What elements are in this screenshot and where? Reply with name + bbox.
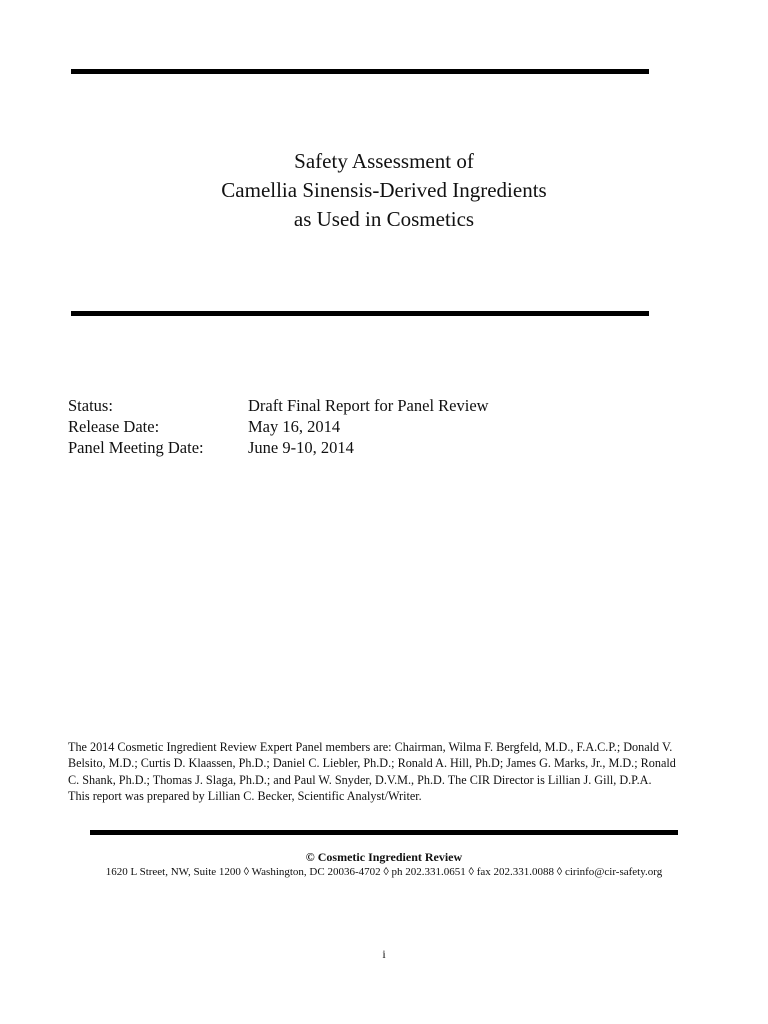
panel-note-line-4: This report was prepared by Lillian C. Becker, Scientific Analyst/Writer. bbox=[68, 788, 422, 803]
release-date-label: Release Date: bbox=[68, 417, 160, 436]
panel-meeting-date-label: Panel Meeting Date: bbox=[68, 438, 204, 457]
panel-meeting-date-row bbox=[68, 437, 489, 458]
release-date-value: May 16, 2014 bbox=[248, 417, 341, 436]
panel-note-line-1: The 2014 Cosmetic Ingredient Review Expert Panel members are: Chairman, Wilma F. Bergfeld, M.D., F.A.C.P.; Donald V. bbox=[68, 740, 673, 754]
footer-divider bbox=[90, 830, 678, 835]
panel-note-line-2: Belsito, M.D.; Curtis D. Klaassen, Ph.D.; Daniel C. Liebler, Ph.D.; Ronald A. Hill, Ph.D; James G. Marks, Jr., M.D.; Ronald bbox=[68, 756, 676, 771]
title-bottom-divider bbox=[71, 311, 649, 316]
status-row bbox=[68, 395, 489, 416]
footer bbox=[0, 849, 768, 880]
document-title bbox=[0, 147, 768, 234]
footer-address: 1620 L Street, NW, Suite 1200 ◊ Washington, DC 20036-4702 ◊ ph 202.331.0651 ◊ fax 202.331.0088 ◊ cirinfo@cir-safety.org bbox=[105, 866, 663, 878]
panel-note-line-3: C. Shank, Ph.D.; Thomas J. Slaga, Ph.D.; and Paul W. Snyder, D.V.M., Ph.D. The CIR Director is Lillian J. Gill, D.P.A. bbox=[68, 772, 652, 787]
title-line-1: Safety Assessment of bbox=[294, 149, 474, 173]
page-number: i bbox=[382, 947, 386, 961]
expert-panel-note bbox=[68, 739, 708, 804]
status-value: Draft Final Report for Panel Review bbox=[248, 396, 489, 415]
release-date-row bbox=[68, 416, 489, 437]
title-line-3: as Used in Cosmetics bbox=[293, 207, 475, 231]
panel-meeting-date-value: June 9-10, 2014 bbox=[248, 438, 354, 457]
top-divider bbox=[71, 69, 649, 74]
report-metadata bbox=[68, 395, 489, 458]
status-label: Status: bbox=[68, 396, 113, 415]
footer-organization: © Cosmetic Ingredient Review bbox=[305, 850, 463, 864]
title-line-2: Camellia Sinensis-Derived Ingredients bbox=[221, 178, 547, 202]
